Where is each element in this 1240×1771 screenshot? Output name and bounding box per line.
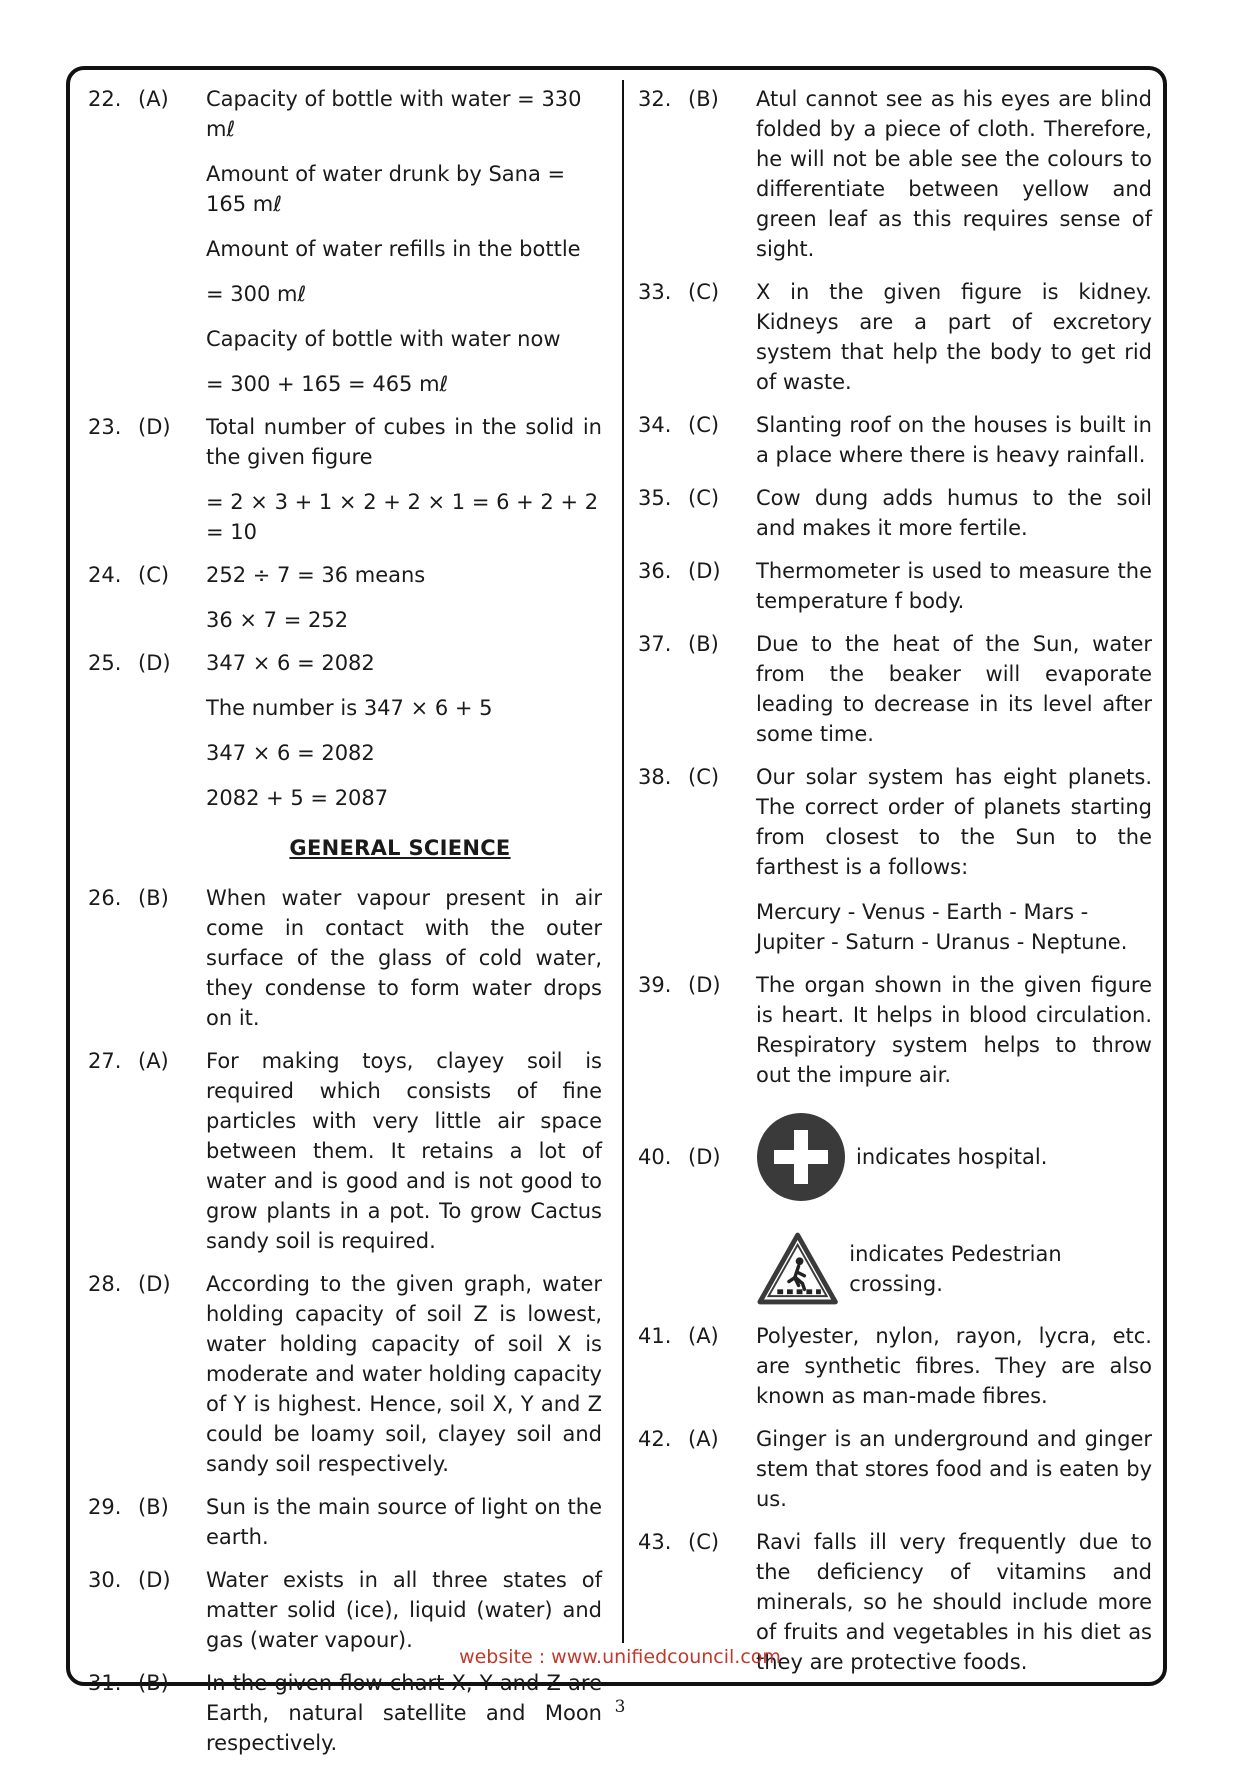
answer-41: [638, 1321, 1152, 1411]
explanation-line: Capacity of bottle with water now: [206, 327, 561, 351]
answer-30: [88, 1565, 602, 1655]
question-number: 38.: [638, 765, 672, 789]
explanation-text: Polyester, nylon, rayon, lycra, etc. are synthetic fibres. They are also known as man-made fibres.: [756, 1324, 1152, 1408]
question-number: 31.: [88, 1671, 122, 1695]
explanation-line: Capacity of bottle with water = 330 mℓ: [206, 87, 582, 141]
answer-option: (B): [138, 1495, 169, 1519]
question-number: 32.: [638, 87, 672, 111]
answer-34: [638, 410, 1152, 470]
explanation-line: Amount of water drunk by Sana = 165 mℓ: [206, 162, 566, 216]
answer-39: [638, 970, 1152, 1090]
answer-option: (D): [138, 651, 171, 675]
question-number: 42.: [638, 1427, 672, 1451]
answer-option: (B): [138, 1671, 169, 1695]
explanation-line: Amount of water refills in the bottle: [206, 237, 581, 261]
answer-26: [88, 883, 602, 1033]
hospital-sign-text: indicates hospital.: [856, 1145, 1048, 1169]
question-number: 26.: [88, 886, 122, 910]
pedestrian-sign-row: [756, 1230, 1152, 1308]
question-number: 37.: [638, 632, 672, 656]
right-column: [638, 84, 1152, 1690]
question-number: 41.: [638, 1324, 672, 1348]
explanation-line: = 300 + 165 = 465 mℓ: [206, 372, 449, 396]
answer-option: (D): [688, 559, 721, 583]
explanation-text: X in the given figure is kidney. Kidneys are a part of excretory system that help the body to get rid of waste.: [756, 280, 1152, 394]
question-number: 30.: [88, 1568, 122, 1592]
question-number: 23.: [88, 415, 122, 439]
explanation-text: Due to the heat of the Sun, water from the beaker will evaporate leading to decrease in its level after some time.: [756, 632, 1152, 746]
question-number: 35.: [638, 486, 672, 510]
explanation-line: = 2 × 3 + 1 × 2 + 2 × 1 = 6 + 2 + 2 = 10: [206, 490, 599, 544]
question-number: 24.: [88, 563, 122, 587]
explanation-text: Ravi falls ill very frequently due to the deficiency of vitamins and minerals, so he should include more of fruits and vegetables in his diet as they are protective foods.: [756, 1530, 1152, 1674]
column-divider: [622, 80, 624, 1643]
answer-option: (B): [688, 632, 719, 656]
explanation-text: According to the given graph, water holding capacity of soil Z is lowest, water holding capacity of soil X is moderate and water holding capacity of Y is highest. Hence, soil X, Y and Z could be loamy soil, clayey soil and sandy soil respectively.: [206, 1272, 602, 1476]
question-number: 34.: [638, 413, 672, 437]
answer-option: (D): [138, 1272, 171, 1296]
answer-23: [88, 412, 602, 547]
answer-option: (D): [688, 973, 721, 997]
answer-option: (A): [688, 1324, 719, 1348]
explanation-text: Atul cannot see as his eyes are blind folded by a piece of cloth. Therefore, he will not be able see the colours to differentiate between yellow and green leaf as this requires sense of sight.: [756, 87, 1152, 261]
answer-option: (D): [138, 1568, 171, 1592]
explanation-line: 347 × 6 = 2082: [206, 651, 375, 675]
answer-38: [638, 762, 1152, 957]
page-number: 3: [614, 1697, 626, 1717]
answer-option: (A): [688, 1427, 719, 1451]
explanation-text: When water vapour present in air come in contact with the outer surface of the glass of cold water, they condense to form water drops on it.: [206, 886, 602, 1030]
answer-option: (A): [138, 1049, 169, 1073]
explanation-text: The organ shown in the given figure is heart. It helps in blood circulation. Respiratory system helps to throw out the impure air.: [756, 973, 1152, 1087]
question-number: 33.: [638, 280, 672, 304]
answer-option: (D): [688, 1145, 721, 1169]
section-heading: GENERAL SCIENCE: [289, 836, 511, 860]
answer-option: (C): [688, 765, 720, 789]
answer-35: [638, 483, 1152, 543]
explanation-text: For making toys, clayey soil is required which consists of fine particles with very little air space between them. It retains a lot of water and is good and is not good to grow plants in a pot. To grow Cactus sandy soil is required.: [206, 1049, 602, 1253]
explanation-line: The number is 347 × 6 + 5: [206, 696, 493, 720]
explanation-text: Total number of cubes in the solid in the given figure: [206, 415, 602, 469]
explanation-text: Ginger is an underground and ginger stem that stores food and is eaten by us.: [756, 1427, 1152, 1511]
question-number: 29.: [88, 1495, 122, 1519]
answer-29: [88, 1492, 602, 1552]
answer-option: (C): [688, 486, 720, 510]
answer-36: [638, 556, 1152, 616]
answer-24: [88, 560, 602, 635]
left-column: [88, 84, 602, 1771]
answer-option: (B): [688, 87, 719, 111]
answer-22: [88, 84, 602, 399]
explanation-text: Thermometer is used to measure the temperature f body.: [756, 559, 1152, 613]
question-number: 25.: [88, 651, 122, 675]
hospital-sign-row: [756, 1112, 1152, 1202]
explanation-line: 36 × 7 = 252: [206, 608, 349, 632]
answer-option: (C): [138, 563, 170, 587]
answer-option: (D): [138, 415, 171, 439]
explanation-text: Water exists in all three states of matter solid (ice), liquid (water) and gas (water vapour).: [206, 1568, 602, 1652]
explanation-line: 347 × 6 = 2082: [206, 741, 375, 765]
answer-33: [638, 277, 1152, 397]
answer-40: [638, 1112, 1152, 1308]
answer-option: (C): [688, 1530, 720, 1554]
explanation-line: 252 ÷ 7 = 36 means: [206, 563, 426, 587]
explanation-text: Sun is the main source of light on the earth.: [206, 1495, 602, 1549]
answer-42: [638, 1424, 1152, 1514]
question-number: 36.: [638, 559, 672, 583]
question-number: 40.: [638, 1145, 672, 1169]
explanation-line: 2082 + 5 = 2087: [206, 786, 389, 810]
pedestrian-crossing-icon: [756, 1230, 839, 1308]
answer-option: (C): [688, 413, 720, 437]
answer-option: (B): [138, 886, 169, 910]
planet-order: Mercury - Venus - Earth - Mars - Jupiter - Saturn - Uranus - Neptune.: [756, 900, 1128, 954]
answer-28: [88, 1269, 602, 1479]
question-number: 28.: [88, 1272, 122, 1296]
pedestrian-sign-text: indicates Pedestrian crossing.: [849, 1242, 1062, 1296]
answer-25: [88, 648, 602, 813]
question-number: 22.: [88, 87, 122, 111]
question-number: 27.: [88, 1049, 122, 1073]
explanation-text: In the given flow chart X, Y and Z are Earth, natural satellite and Moon respectively.: [206, 1671, 602, 1755]
question-number: 39.: [638, 973, 672, 997]
answer-37: [638, 629, 1152, 749]
answer-32: [638, 84, 1152, 264]
answer-option: (A): [138, 87, 169, 111]
question-number: 43.: [638, 1530, 672, 1554]
explanation-text: Cow dung adds humus to the soil and makes it more fertile.: [756, 486, 1152, 540]
explanation-text: Slanting roof on the houses is built in a place where there is heavy rainfall.: [756, 413, 1152, 467]
website-footer: website : www.unifiedcouncil.com: [459, 1646, 781, 1668]
explanation-text: Our solar system has eight planets. The correct order of planets starting from closest to the Sun to the farthest is a follows:: [756, 765, 1152, 879]
answer-27: [88, 1046, 602, 1256]
hospital-icon: [756, 1112, 846, 1202]
answer-option: (C): [688, 280, 720, 304]
explanation-line: = 300 mℓ: [206, 282, 307, 306]
